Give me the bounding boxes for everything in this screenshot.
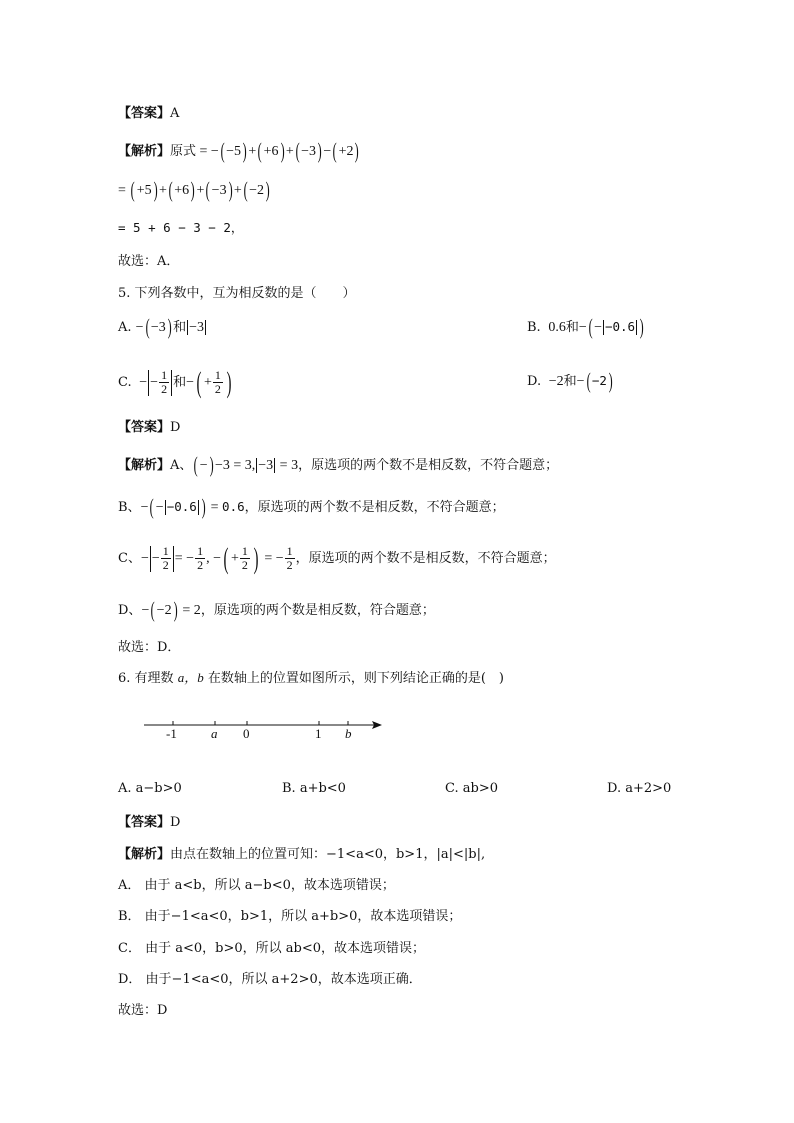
q4-analysis-line-1: [118, 138, 361, 164]
answer-value: D: [170, 420, 181, 435]
label-0: 0: [243, 726, 250, 741]
expr-1: = −( −5) +( +6) +( −3) −( +2): [196, 138, 360, 163]
option-a-label: A.: [118, 320, 132, 335]
option-c-expr: − − $\frac{1}{2}$: [136, 375, 173, 390]
answer-value: A: [170, 106, 180, 121]
q4-answer-line: [118, 102, 179, 121]
q6-vars: a，b: [177, 670, 204, 685]
q6-stem: 6. 有理数 a，b 在数轴上的位置如图所示，则下列结论正确的是( ): [118, 670, 504, 686]
option-d-expr: −2: [545, 374, 564, 389]
q5-analysis-d: D、−( −2) = 2，原选项的两个数是相反数，符合题意；: [118, 597, 435, 622]
q6-analysis-b: B． 由于−1<a<0，b>1，所以 a+b>0，故本选项错误；: [118, 909, 462, 924]
label-a: a: [211, 726, 218, 741]
q6-option-a: A. a−b>0: [118, 781, 182, 796]
answer-label: 【答案】: [118, 106, 171, 121]
q5-analysis-a: 【解析】A、( −) −3 = 3, −3 = 3，原选项的两个数不是相反数，不符合题意；: [118, 452, 559, 477]
answer-label: 【答案】: [118, 815, 171, 830]
q6-answer-line: [118, 811, 180, 830]
analysis-prefix: 原式: [170, 144, 197, 159]
label-neg1: -1: [166, 726, 177, 741]
label-1: 1: [315, 726, 322, 741]
q5-option-b: B. 0.6和−( − −0.6 ): [527, 314, 644, 339]
q4-analysis-line-2: = ( +5) +( +6) +( −3) +( −2): [118, 177, 270, 202]
option-b-expr: 0.6: [544, 320, 566, 335]
analysis-label: 【解析】: [118, 847, 171, 862]
q4-analysis-line-3: = 5 + 6 − 3 − 2，: [118, 220, 244, 235]
q5-stem: 5. 下列各数中，互为相反数的是（ ）: [118, 286, 356, 301]
analysis-label: 【解析】: [118, 458, 171, 473]
he-text: 和: [173, 320, 187, 335]
label-b: b: [345, 726, 352, 741]
q6-analysis-c: C． 由于 a<0，b>0，所以 ab<0，故本选项错误；: [118, 941, 425, 956]
q5-answer-line: [118, 416, 180, 435]
q5-analysis-c: C、− − $\frac{1}{2}$ = − $\frac{1}{2}$ , −( + $\frac{1}{2}$ ) = − $\frac{1}{2}$ ，原选项的两个数不是相反数，不符合题意；: [118, 542, 556, 575]
q5-analysis-b: B、−( − −0.6 ) = 0.6，原选项的两个数不是相反数，不符合题意；: [118, 494, 505, 519]
q5-option-a: A. −( −3) 和 −3: [118, 314, 205, 339]
q6-analysis-intro: 【解析】由点在数轴上的位置可知：−1<a<0，b>1，|a|<|b|,: [118, 847, 486, 862]
q6-analysis-a: A． 由于 a<b，所以 a−b<0，故本选项错误；: [118, 878, 395, 893]
analysis-label: 【解析】: [118, 144, 171, 159]
q6-analysis-d: D． 由于−1<a<0，所以 a+2>0，故本选项正确．: [118, 972, 422, 987]
q6-option-d: D. a+2>0: [607, 781, 672, 796]
q5-option-d: D. −2和−( −2): [527, 368, 613, 393]
option-a-expr: −( −3): [135, 314, 172, 339]
q6-option-c: C. ab>0: [445, 781, 498, 796]
q4-conclusion: 故选：A．: [118, 254, 180, 269]
answer-value: D: [170, 815, 181, 830]
option-c-label: C.: [118, 375, 132, 390]
answer-label: 【答案】: [118, 420, 171, 435]
q5-option-c: C. − − $\frac{1}{2}$ 和−( + $\frac{1}{2}$ ): [118, 366, 232, 399]
option-b-label: B.: [527, 320, 541, 335]
q5-conclusion: 故选：D．: [118, 640, 181, 655]
q6-option-b: B. a+b<0: [282, 781, 346, 796]
option-d-label: D.: [527, 374, 542, 389]
q6-conclusion: 故选：D: [118, 1003, 168, 1018]
